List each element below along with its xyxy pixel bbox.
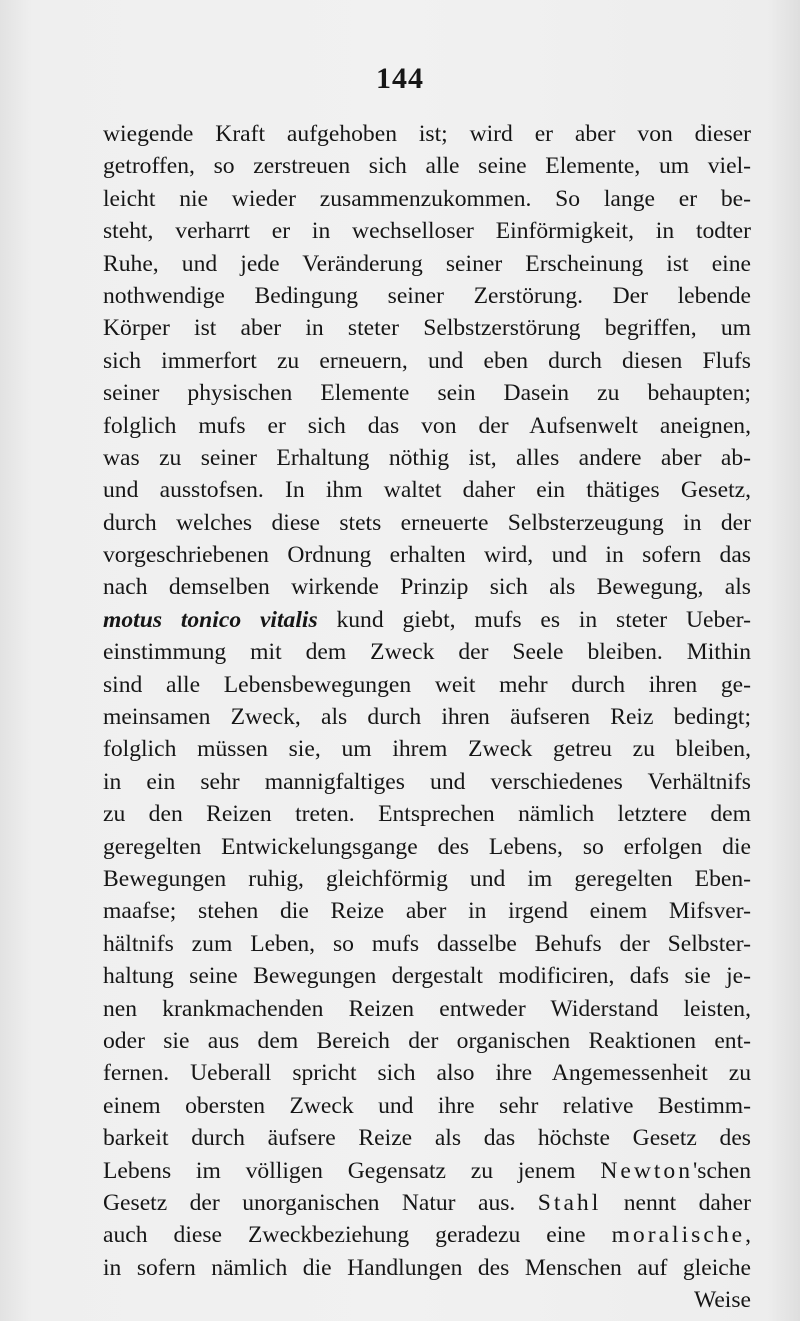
- text-line: Ruhe, und jede Veränderung seiner Erscheinung ist eine: [103, 250, 751, 277]
- text-line: seiner physischen Elemente sein Dasein zu behaupten;: [103, 380, 751, 407]
- text-line: [103, 1187, 751, 1219]
- text-line: leicht nie wieder zusammenzukommen. So lange er be-: [103, 185, 751, 212]
- text-line: und ausstofsen. In ihm waltet daher ein thätiges Gesetz,: [103, 477, 751, 504]
- text-line: hältnifs zum Leben, so mufs dasselbe Behufs der Selbster-: [103, 930, 751, 957]
- text-line: Körper ist aber in steter Selbstzerstörung begriffen, um: [103, 315, 751, 342]
- text-line: sich immerfort zu erneuern, und eben durch diesen Flufs: [103, 347, 751, 374]
- catchword: Weise: [693, 1287, 751, 1314]
- text-line: meinsamen Zweck, als durch ihren äufseren Reiz bedingt;: [103, 704, 751, 731]
- text-line: folglich mufs er sich das von der Aufsenwelt aneignen,: [103, 412, 751, 439]
- line-end: nennt daher: [601, 1189, 751, 1216]
- text-line: nen krankmachenden Reizen entweder Widerstand leisten,: [103, 995, 751, 1022]
- page-number: 144: [376, 62, 424, 95]
- text-line: folglich müssen sie, um ihrem Zweck getreu zu bleiben,: [103, 736, 751, 763]
- text-line: Bewegungen ruhig, gleichförmig und im geregelten Eben-: [103, 865, 751, 892]
- text-line: getroffen, so zerstreuen sich alle seine Elemente, um viel-: [103, 153, 751, 180]
- text-line: vorgeschriebenen Ordnung erhalten wird, und in sofern das: [103, 542, 751, 569]
- text-line: in ein sehr mannigfaltiges und verschiedenes Verhältnifs: [103, 768, 751, 795]
- line-start: Lebens im völligen Gegensatz zu jenem: [103, 1157, 601, 1184]
- text-line: nach demselben wirkende Prinzip sich als Bewegung, als: [103, 574, 751, 601]
- line-start: Gesetz der unorganischen Natur aus.: [103, 1189, 538, 1216]
- text-line: zu den Reizen treten. Entsprechen nämlich letztere dem: [103, 801, 751, 828]
- text-line: [103, 1155, 751, 1187]
- text-line: durch welches diese stets erneuerte Selbsterzeugung in der: [103, 509, 751, 536]
- text-line: geregelten Entwickelungsgange des Lebens, so erfolgen die: [103, 833, 751, 860]
- text-line: haltung seine Bewegungen dergestalt modificiren, dafs sie je-: [103, 963, 751, 990]
- line-end: ,: [745, 1222, 751, 1249]
- body-text: [103, 118, 751, 1316]
- line-start: auch diese Zweckbeziehung geradezu eine: [103, 1222, 612, 1249]
- spaced-name: Stahl: [537, 1189, 602, 1216]
- text-line: was zu seiner Erhaltung nöthig ist, alles andere aber ab-: [103, 444, 751, 471]
- text-line: in sofern nämlich die Handlungen des Menschen auf gleiche: [103, 1254, 751, 1281]
- text-line: wiegende Kraft aufgehoben ist; wird er aber von dieser: [103, 121, 751, 147]
- spaced-name: Newton: [600, 1157, 694, 1184]
- text-line: einstimmung mit dem Zweck der Seele bleiben. Mithin: [103, 639, 751, 666]
- text-line: einem obersten Zweck und ihre sehr relative Bestimm-: [103, 1092, 751, 1119]
- text-line: sind alle Lebensbewegungen weit mehr durch ihren ge-: [103, 671, 751, 698]
- text-line: maafse; stehen die Reize aber in irgend einem Mifsver-: [103, 898, 751, 925]
- line-rest: kund giebt, mufs es in steter Ueber-: [317, 606, 752, 633]
- spaced-word: moralische: [611, 1222, 746, 1249]
- latin-term: motus tonico vitalis: [103, 606, 318, 633]
- text-line: oder sie aus dem Bereich der organischen Reaktionen ent-: [103, 1027, 751, 1054]
- text-line: fernen. Ueberall spricht sich also ihre Angemessenheit zu: [103, 1060, 751, 1087]
- text-line: [103, 604, 751, 636]
- text-line: barkeit durch äufsere Reize als das höchste Gesetz des: [103, 1125, 751, 1152]
- text-line: nothwendige Bedingung seiner Zerstörung. Der lebende: [103, 282, 751, 309]
- line-end: 'schen: [693, 1157, 751, 1184]
- text-line: steht, verharrt er in wechselloser Einförmigkeit, in todter: [103, 218, 751, 245]
- text-line: [103, 1219, 751, 1251]
